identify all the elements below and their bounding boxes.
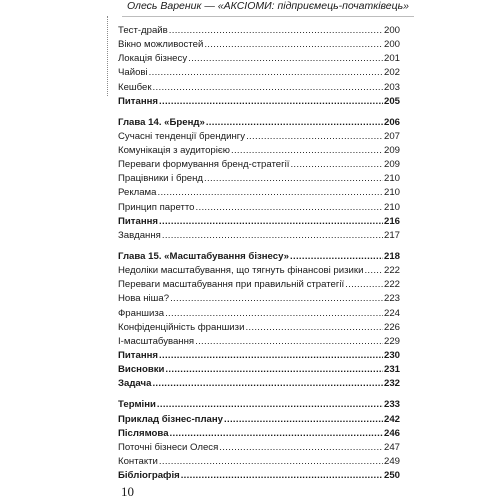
toc-entry-page: 233 bbox=[383, 399, 400, 410]
toc-entry-page: 247 bbox=[383, 442, 400, 453]
toc-entry-title: Вікно можливостей bbox=[118, 39, 204, 50]
toc-entry-page: 201 bbox=[383, 53, 400, 64]
toc-entry-title: Локація бізнесу bbox=[118, 53, 188, 64]
toc-leader-dots bbox=[157, 186, 383, 200]
toc-entry bbox=[118, 158, 400, 172]
toc-entry bbox=[118, 215, 400, 229]
toc-leader-dots bbox=[188, 52, 383, 66]
toc-leader-dots bbox=[153, 81, 383, 95]
toc-leader-dots bbox=[170, 427, 383, 441]
toc-entry-page: 216 bbox=[383, 216, 400, 227]
toc-entry-title: Поточні бізнеси Олеся bbox=[118, 442, 219, 453]
toc-entry bbox=[118, 229, 400, 243]
toc-entry bbox=[118, 172, 400, 186]
toc-entry-page: 232 bbox=[383, 378, 400, 389]
toc-entry-title: Питання bbox=[118, 96, 159, 107]
toc-entry-title: Переваги масштабування при правильній стратегії bbox=[118, 279, 345, 290]
toc-entry bbox=[118, 130, 400, 144]
toc-entry bbox=[118, 95, 400, 109]
toc-leader-dots bbox=[157, 398, 383, 412]
toc-entry-title: Глава 14. «Бренд» bbox=[118, 117, 205, 128]
toc-entry bbox=[118, 81, 400, 95]
toc-leader-dots bbox=[196, 201, 383, 215]
running-header: Олесь Вареник — «АКСІОМИ: підприємець-початківець» bbox=[126, 0, 410, 12]
toc-leader-dots bbox=[165, 363, 383, 377]
toc-leader-dots bbox=[149, 66, 383, 80]
toc-entry bbox=[118, 144, 400, 158]
toc-entry-page: 231 bbox=[383, 364, 400, 375]
toc-entry-title: І-масштабування bbox=[118, 336, 195, 347]
toc-entry bbox=[118, 24, 400, 38]
toc-entry-title: Контакти bbox=[118, 456, 158, 467]
toc-entry-title: Глава 15. «Масштабування бізнесу» bbox=[118, 251, 290, 262]
toc-entry bbox=[118, 66, 400, 80]
toc-entry bbox=[118, 186, 400, 200]
toc-entry bbox=[118, 38, 400, 52]
toc-leader-dots bbox=[219, 441, 383, 455]
toc-leader-dots bbox=[231, 144, 383, 158]
toc-entry-page: 226 bbox=[383, 322, 400, 333]
toc-entry-title: Реклама bbox=[118, 187, 157, 198]
toc-entry bbox=[118, 441, 400, 455]
toc-entry-title: Питання bbox=[118, 350, 159, 361]
toc-entry-page: 250 bbox=[383, 470, 400, 481]
toc-entry-title: Терміни bbox=[118, 399, 156, 410]
toc-entry-title: Чайові bbox=[118, 67, 148, 78]
toc-entry-title: Післямова bbox=[118, 428, 169, 439]
toc-entry-page: 200 bbox=[383, 39, 400, 50]
side-dotted-line bbox=[107, 16, 108, 96]
toc-entry bbox=[118, 363, 400, 377]
toc-entry-title: Принцип паретто bbox=[118, 202, 195, 213]
toc-entry-page: 210 bbox=[383, 187, 400, 198]
toc-entry bbox=[118, 321, 400, 335]
toc-leader-dots bbox=[245, 321, 383, 335]
toc-entry bbox=[118, 292, 400, 306]
toc-entry-title: Питання bbox=[118, 216, 159, 227]
toc-leader-dots bbox=[159, 215, 383, 229]
toc-leader-dots bbox=[224, 413, 383, 427]
toc-entry-title: Сучасні тенденції брендингу bbox=[118, 131, 246, 142]
toc-entry-page: 224 bbox=[383, 308, 400, 319]
toc-leader-dots bbox=[181, 469, 383, 483]
toc-entry-page: 200 bbox=[383, 25, 400, 36]
toc-leader-dots bbox=[159, 349, 383, 363]
toc-entry-page: 222 bbox=[383, 265, 400, 276]
toc-entry-title: Комунікація з аудиторією bbox=[118, 145, 230, 156]
toc-leader-dots bbox=[195, 335, 383, 349]
toc-entry bbox=[118, 278, 400, 292]
toc-entry-page: 242 bbox=[383, 414, 400, 425]
toc-entry-page: 205 bbox=[383, 96, 400, 107]
toc-entry bbox=[118, 307, 400, 321]
toc-entry-page: 209 bbox=[383, 145, 400, 156]
toc-entry bbox=[118, 455, 400, 469]
header-rule bbox=[122, 16, 414, 17]
toc-entry-title: Недоліки масштабування, що тягнуть фінансові ризики bbox=[118, 265, 364, 276]
toc-leader-dots bbox=[364, 264, 383, 278]
toc-entry-page: 203 bbox=[383, 82, 400, 93]
toc-entry-title: Задача bbox=[118, 378, 152, 389]
toc-entry-page: 210 bbox=[383, 202, 400, 213]
toc-entry-title: Франшиза bbox=[118, 308, 165, 319]
toc-entry bbox=[118, 250, 400, 264]
toc-leader-dots bbox=[246, 130, 383, 144]
toc-leader-dots bbox=[206, 116, 383, 130]
toc-entry bbox=[118, 116, 400, 130]
toc-entry-title: Переваги формування бренд-стратегії bbox=[118, 159, 290, 170]
toc-entry bbox=[118, 398, 400, 412]
toc-entry bbox=[118, 469, 400, 483]
toc-entry-title: Приклад бізнес-плану bbox=[118, 414, 224, 425]
toc-entry-page: 210 bbox=[383, 173, 400, 184]
toc-entry-page: 206 bbox=[383, 117, 400, 128]
toc-leader-dots bbox=[159, 455, 383, 469]
toc-entry-page: 218 bbox=[383, 251, 400, 262]
toc-entry-page: 230 bbox=[383, 350, 400, 361]
toc-leader-dots bbox=[162, 229, 383, 243]
toc-leader-dots bbox=[290, 250, 383, 264]
toc-entry-title: Працівники і бренд bbox=[118, 173, 204, 184]
toc-entry-page: 246 bbox=[383, 428, 400, 439]
page-number: 10 bbox=[121, 484, 134, 499]
toc-entry-title: Кешбек bbox=[118, 82, 152, 93]
toc-entry-title: Конфіденційність франшизи bbox=[118, 322, 245, 333]
toc-entry bbox=[118, 413, 400, 427]
toc-leader-dots bbox=[204, 38, 383, 52]
toc-entry-page: 222 bbox=[383, 279, 400, 290]
toc-leader-dots bbox=[290, 158, 383, 172]
toc-leader-dots bbox=[152, 377, 383, 391]
toc-leader-dots bbox=[159, 95, 383, 109]
toc-leader-dots bbox=[165, 307, 383, 321]
toc-entry-page: 209 bbox=[383, 159, 400, 170]
toc-leader-dots bbox=[169, 24, 383, 38]
toc-entry-page: 207 bbox=[383, 131, 400, 142]
toc-entry bbox=[118, 335, 400, 349]
toc-leader-dots bbox=[345, 278, 383, 292]
toc-entry-title: Завдання bbox=[118, 230, 161, 241]
toc-entry-page: 223 bbox=[383, 293, 400, 304]
toc-entry bbox=[118, 201, 400, 215]
toc-entry-page: 229 bbox=[383, 336, 400, 347]
toc-entry-page: 202 bbox=[383, 67, 400, 78]
toc-entry bbox=[118, 377, 400, 391]
toc-entry-page: 217 bbox=[383, 230, 400, 241]
toc-leader-dots bbox=[170, 292, 383, 306]
toc-entry bbox=[118, 264, 400, 278]
toc-entry bbox=[118, 349, 400, 363]
toc-entry-title: Нова ніша? bbox=[118, 293, 170, 304]
toc-entry-page: 249 bbox=[383, 456, 400, 467]
toc-entry-title: Тест-драйв bbox=[118, 25, 168, 36]
toc-leader-dots bbox=[204, 172, 383, 186]
toc-entry bbox=[118, 427, 400, 441]
toc-entry-title: Бібліографія bbox=[118, 470, 180, 481]
toc-entry bbox=[118, 52, 400, 66]
toc-entry-title: Висновки bbox=[118, 364, 165, 375]
